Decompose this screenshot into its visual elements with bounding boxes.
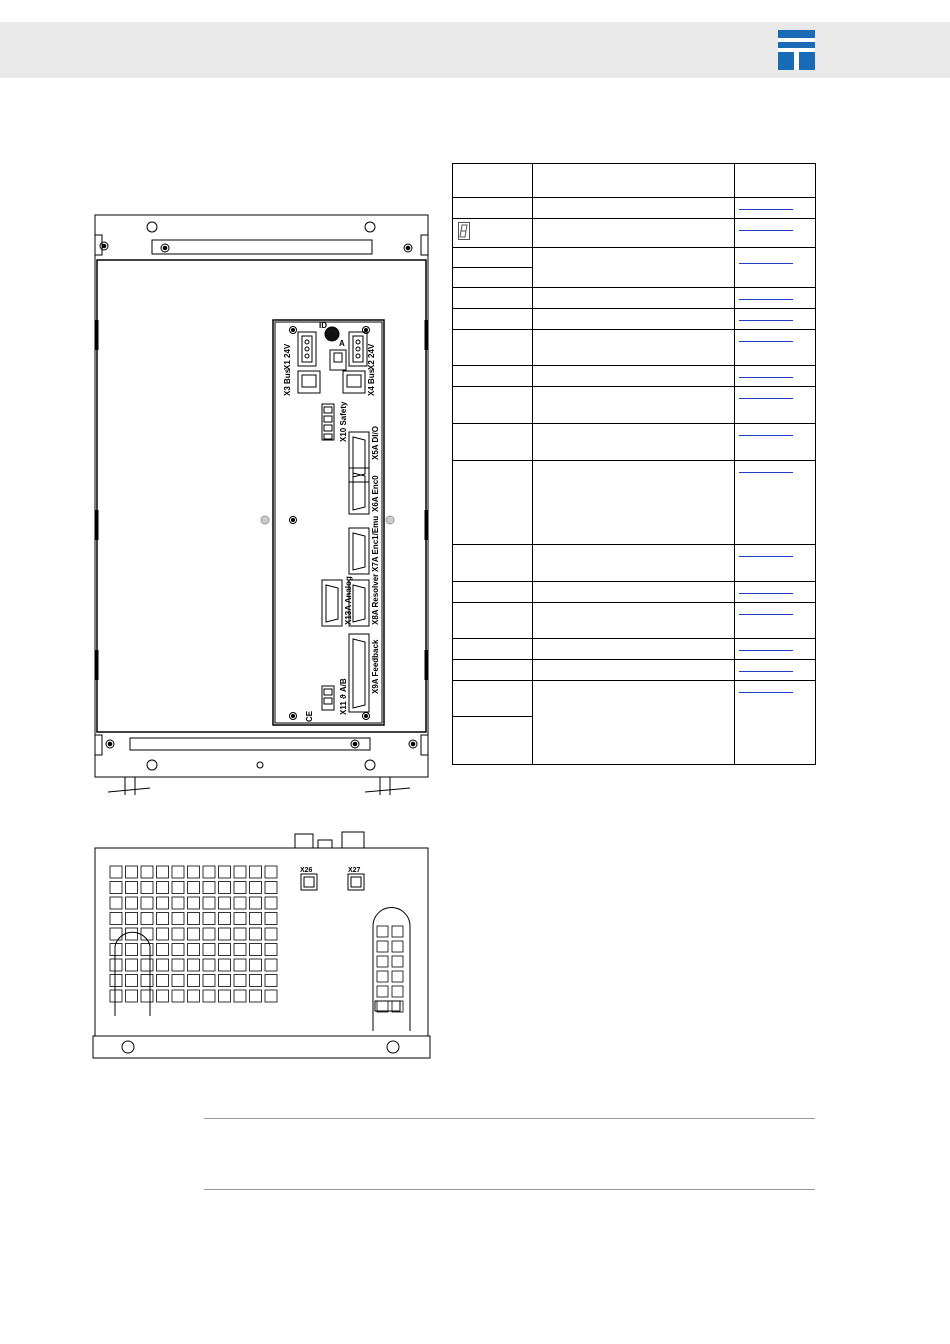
vent-cell	[265, 944, 277, 956]
x2-desc: 24V	[367, 343, 376, 358]
vent-cell	[219, 866, 231, 878]
x3-desc: Bus	[283, 368, 292, 384]
vent-cell	[172, 944, 184, 956]
vent-cell	[219, 897, 231, 909]
x7a-label: X7A	[371, 556, 380, 572]
x7a-desc: Enc1/Emu	[371, 515, 380, 555]
svg-text:X6A Enc0	[371, 475, 380, 512]
table-row	[453, 603, 816, 639]
table-row	[453, 248, 816, 268]
svg-text:X11 ϑ A/B	[339, 678, 348, 715]
vent-cell	[250, 959, 262, 971]
page-link[interactable]	[739, 556, 793, 557]
page-link[interactable]	[739, 209, 793, 210]
vent-cell	[188, 944, 200, 956]
vent-cell	[250, 882, 262, 894]
table-row	[453, 330, 816, 366]
svg-text:X1 24V	[283, 343, 292, 370]
vent-cell	[265, 866, 277, 878]
page-link[interactable]	[739, 341, 793, 342]
x6a-label: X6A	[371, 496, 380, 512]
vent-cell	[126, 975, 138, 987]
vent-cell	[377, 956, 388, 967]
vent-cell	[126, 913, 138, 925]
vent-cell	[172, 975, 184, 987]
x27-label: X27	[348, 867, 361, 874]
vent-cell	[141, 897, 153, 909]
page-link[interactable]	[739, 377, 793, 378]
x9a-desc: Feedback	[371, 639, 380, 677]
vent-cell	[234, 975, 246, 987]
table-row	[453, 288, 816, 309]
vent-cell	[265, 928, 277, 940]
x4-desc: Bus	[367, 368, 376, 384]
vent-cell	[377, 941, 388, 952]
x10-label: X10	[339, 427, 348, 442]
vent-cell	[203, 897, 215, 909]
vent-cell	[157, 990, 169, 1002]
vent-cell	[392, 926, 403, 937]
page-link[interactable]	[739, 299, 793, 300]
page-link[interactable]	[739, 650, 793, 651]
x10-desc: Safety	[339, 401, 348, 426]
table-row	[453, 639, 816, 660]
vent-cell	[141, 913, 153, 925]
svg-text:X4 Bus	[367, 368, 376, 396]
vent-cell	[377, 971, 388, 982]
connector-table	[452, 163, 816, 765]
page-link[interactable]	[739, 593, 793, 594]
vent-cell	[219, 990, 231, 1002]
vent-cell	[141, 975, 153, 987]
vent-cell	[250, 913, 262, 925]
page-link[interactable]	[739, 398, 793, 399]
vent-cell	[377, 1001, 388, 1012]
vent-cell	[110, 913, 122, 925]
vent-cell	[219, 975, 231, 987]
svg-text:X7A Enc1/Emu	[371, 516, 380, 572]
vent-cell	[157, 975, 169, 987]
vent-cell	[188, 959, 200, 971]
vent-cell	[172, 882, 184, 894]
vent-cell	[141, 990, 153, 1002]
vent-cell	[110, 866, 122, 878]
id-label: ID	[319, 321, 327, 330]
vent-cell	[157, 944, 169, 956]
vent-cell	[110, 975, 122, 987]
vent-cell	[250, 990, 262, 1002]
vent-cell	[141, 928, 153, 940]
vent-cell	[250, 866, 262, 878]
vent-cell	[110, 882, 122, 894]
x4-label: X4	[367, 386, 376, 396]
vent-cell	[234, 866, 246, 878]
vent-cell	[172, 897, 184, 909]
vent-cell	[203, 959, 215, 971]
page-link[interactable]	[739, 671, 793, 672]
vent-cell	[234, 990, 246, 1002]
vent-cell	[265, 897, 277, 909]
vent-cell	[141, 944, 153, 956]
vent-cell	[203, 928, 215, 940]
table-row	[453, 660, 816, 681]
vent-cell	[265, 990, 277, 1002]
vent-cell	[188, 928, 200, 940]
svg-text:X8A Resolver	[371, 574, 380, 625]
vent-cell	[110, 959, 122, 971]
vent-cell	[265, 975, 277, 987]
vent-cell	[126, 990, 138, 1002]
vent-cell	[157, 913, 169, 925]
x3-label: X3	[283, 386, 292, 396]
page-link[interactable]	[739, 614, 793, 615]
vent-cell	[219, 928, 231, 940]
vent-cell	[250, 928, 262, 940]
svg-text:X9A Feedback	[371, 639, 380, 694]
vent-cell	[157, 897, 169, 909]
vent-cell	[126, 882, 138, 894]
x6a-desc: Enc0	[371, 475, 380, 495]
vent-cell	[265, 913, 277, 925]
vent-cell	[110, 990, 122, 1002]
vent-cell	[203, 882, 215, 894]
svg-text:X10 Safety	[339, 401, 348, 442]
vent-cell	[172, 913, 184, 925]
vent-cell	[203, 866, 215, 878]
table-row	[453, 309, 816, 330]
vent-cell	[377, 926, 388, 937]
vent-cell	[126, 897, 138, 909]
x13a-desc: Analog	[344, 576, 353, 604]
a-label: A	[339, 339, 345, 348]
ce-mark: CE	[305, 710, 314, 722]
page-link[interactable]	[739, 320, 793, 321]
page-link[interactable]	[739, 472, 793, 473]
vent-cell	[141, 959, 153, 971]
page-link[interactable]	[739, 230, 793, 231]
vent-cell	[141, 882, 153, 894]
vent-cell	[392, 941, 403, 952]
footer-rule-bottom	[204, 1189, 815, 1190]
vent-cell	[392, 1001, 403, 1012]
vent-cell	[234, 959, 246, 971]
vent-cell	[203, 913, 215, 925]
vent-cell	[250, 975, 262, 987]
vent-cell	[392, 986, 403, 997]
vent-cell	[234, 944, 246, 956]
table-row	[453, 387, 816, 424]
vent-cell	[157, 959, 169, 971]
table-row	[453, 366, 816, 387]
vent-cell	[157, 882, 169, 894]
svg-text:X5A DI/O	[371, 426, 380, 460]
vent-cell	[219, 959, 231, 971]
vent-cell	[172, 959, 184, 971]
vent-cell	[392, 956, 403, 967]
vent-cell	[203, 990, 215, 1002]
svg-text:X2 24V	[367, 343, 376, 370]
vent-cell	[234, 928, 246, 940]
vent-cell	[219, 913, 231, 925]
vent-cell	[250, 897, 262, 909]
vent-cell	[188, 913, 200, 925]
vent-cell	[234, 882, 246, 894]
vent-cell	[126, 944, 138, 956]
x2-label: X2	[367, 360, 376, 370]
vent-cell	[188, 897, 200, 909]
vent-cell	[110, 944, 122, 956]
vent-cell	[188, 975, 200, 987]
x1-label: X1	[283, 360, 292, 370]
vent-cell	[172, 866, 184, 878]
vent-cell	[265, 959, 277, 971]
table-header-row	[453, 164, 816, 198]
vent-cell	[392, 971, 403, 982]
vent-cell	[219, 944, 231, 956]
vent-cell	[110, 928, 122, 940]
footer-rule-top	[204, 1118, 815, 1119]
vent-cell	[188, 990, 200, 1002]
vent-cell	[234, 897, 246, 909]
x26-label: X26	[300, 867, 313, 874]
svg-text:X3 Bus	[283, 368, 292, 396]
table-row	[453, 681, 816, 717]
seven-segment-display-icon	[458, 222, 470, 240]
vent-cell	[203, 975, 215, 987]
table-row	[453, 545, 816, 582]
bottom-view-drawing	[90, 826, 435, 1066]
x5a-label: X5A	[371, 444, 380, 460]
vent-cell	[157, 928, 169, 940]
vent-cell	[110, 897, 122, 909]
vent-cell	[203, 944, 215, 956]
page-link[interactable]	[739, 435, 793, 436]
vent-cell	[141, 866, 153, 878]
vent-cell	[126, 959, 138, 971]
vent-cell	[250, 944, 262, 956]
vent-cell	[172, 990, 184, 1002]
page-link[interactable]	[739, 263, 793, 264]
vent-cell	[126, 928, 138, 940]
table-row	[453, 219, 816, 248]
table-row	[453, 582, 816, 603]
vent-cell	[234, 913, 246, 925]
page-link[interactable]	[739, 692, 793, 693]
table-row	[453, 461, 816, 545]
svg-text:X13A Analog	[344, 576, 353, 625]
vent-cell	[188, 882, 200, 894]
x5a-desc: DI/O	[371, 426, 380, 443]
x9a-label: X9A	[371, 678, 380, 694]
front-view-drawing	[90, 210, 440, 800]
vent-cell	[377, 986, 388, 997]
table-row	[453, 424, 816, 461]
table-row	[453, 198, 816, 219]
x1-desc: 24V	[283, 343, 292, 358]
x8a-label: X8A	[371, 609, 380, 625]
x8a-desc: Resolver	[371, 573, 380, 608]
x11-label: X11	[339, 701, 348, 715]
vent-cell	[188, 866, 200, 878]
vent-cell	[126, 866, 138, 878]
vent-cell	[172, 928, 184, 940]
x13a-label: X13A	[344, 605, 353, 625]
x11-desc: ϑ A/B	[339, 678, 348, 699]
vent-cell	[219, 882, 231, 894]
vent-cell	[157, 866, 169, 878]
company-logo-icon	[778, 30, 815, 70]
vent-cell	[265, 882, 277, 894]
